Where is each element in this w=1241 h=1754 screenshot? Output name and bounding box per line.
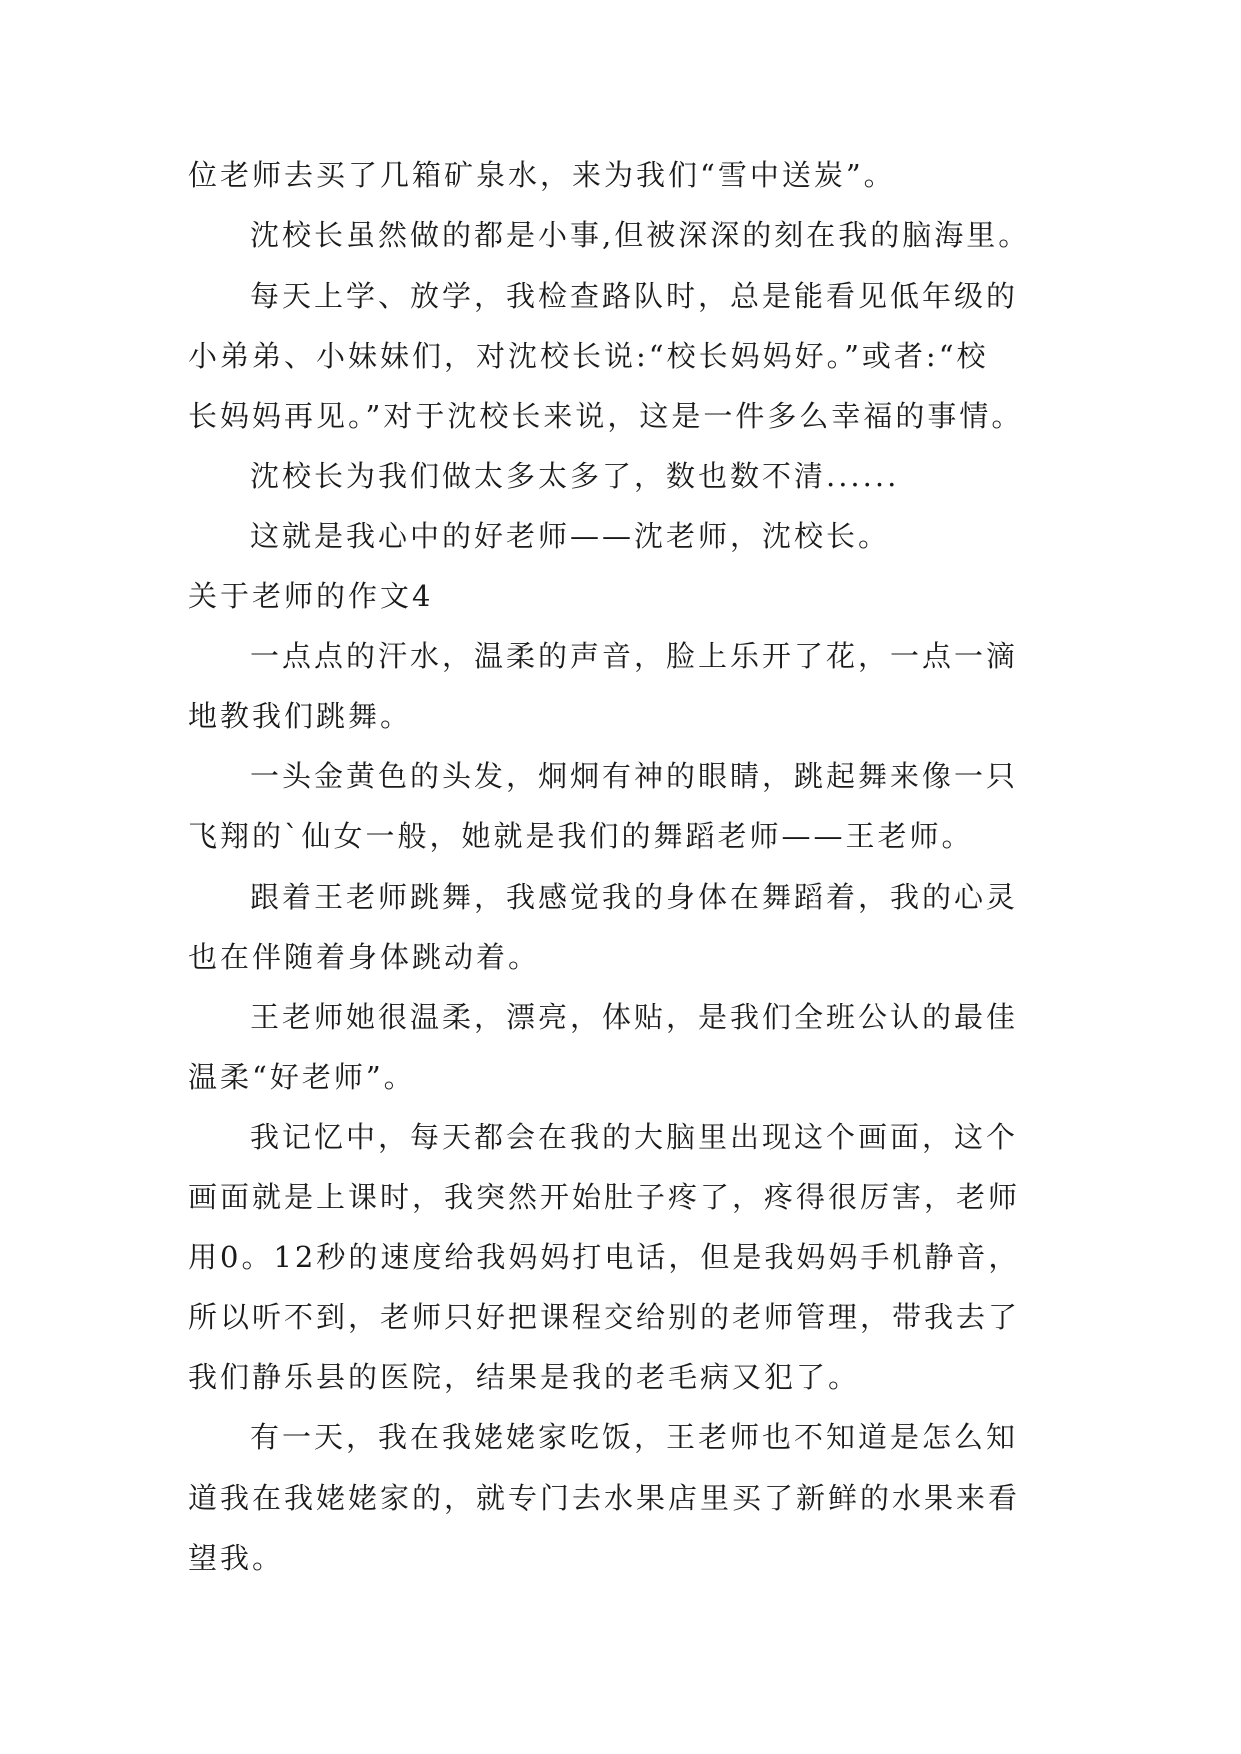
paragraph-start: 王老师她很温柔，漂亮，体贴，是我们全班公认的最佳 [250,1000,1019,1034]
paragraph-start: 我记忆中，每天都会在我的大脑里出现这个画面，这个 [250,1120,1019,1154]
text-line: 用0。12秒的速度给我妈妈打电话，但是我妈妈手机静音， [188,1240,1021,1274]
section-heading: 关于老师的作文4 [188,579,434,613]
paragraph-start: 沈校长为我们做太多太多了，数也数不清...... [250,459,900,493]
text-line: 画面就是上课时，我突然开始肚子疼了，疼得很厉害，老师 [188,1180,1021,1214]
text-line: 位老师去买了几箱矿泉水，来为我们“雪中送炭”。 [188,158,896,192]
text-line: 道我在我姥姥家的，就专门去水果店里买了新鲜的水果来看 [188,1481,1021,1515]
paragraph-start: 一头金黄色的头发，炯炯有神的眼睛，跳起舞来像一只 [250,759,1019,793]
paragraph-start: 沈校长虽然做的都是小事,但被深深的刻在我的脑海里。 [250,218,1031,252]
paragraph-start: 一点点的汗水，温柔的声音，脸上乐开了花，一点一滴 [250,639,1019,673]
paragraph-start: 有一天，我在我姥姥家吃饭，王老师也不知道是怎么知 [250,1420,1019,1454]
text-line: 温柔“好老师”。 [188,1060,416,1094]
paragraph-start: 这就是我心中的好老师——沈老师，沈校长。 [250,519,891,553]
paragraph-start: 每天上学、放学，我检查路队时，总是能看见低年级的 [250,279,1019,313]
text-line: 小弟弟、小妹妹们，对沈校长说:“校长妈妈好。”或者:“校 [188,339,989,373]
text-line: 也在伴随着身体跳动着。 [188,940,541,974]
text-line: 我们静乐县的医院，结果是我的老毛病又犯了。 [188,1360,861,1394]
text-line: 飞翔的`仙女一般，她就是我们的舞蹈老师——王老师。 [188,819,974,853]
text-line: 长妈妈再见。”对于沈校长来说，这是一件多么幸福的事情。 [188,399,1024,433]
text-line: 所以听不到，老师只好把课程交给别的老师管理，带我去了 [188,1300,1021,1334]
text-line: 地教我们跳舞。 [188,699,413,733]
text-line: 望我。 [188,1541,285,1575]
paragraph-start: 跟着王老师跳舞，我感觉我的身体在舞蹈着，我的心灵 [250,880,1019,914]
